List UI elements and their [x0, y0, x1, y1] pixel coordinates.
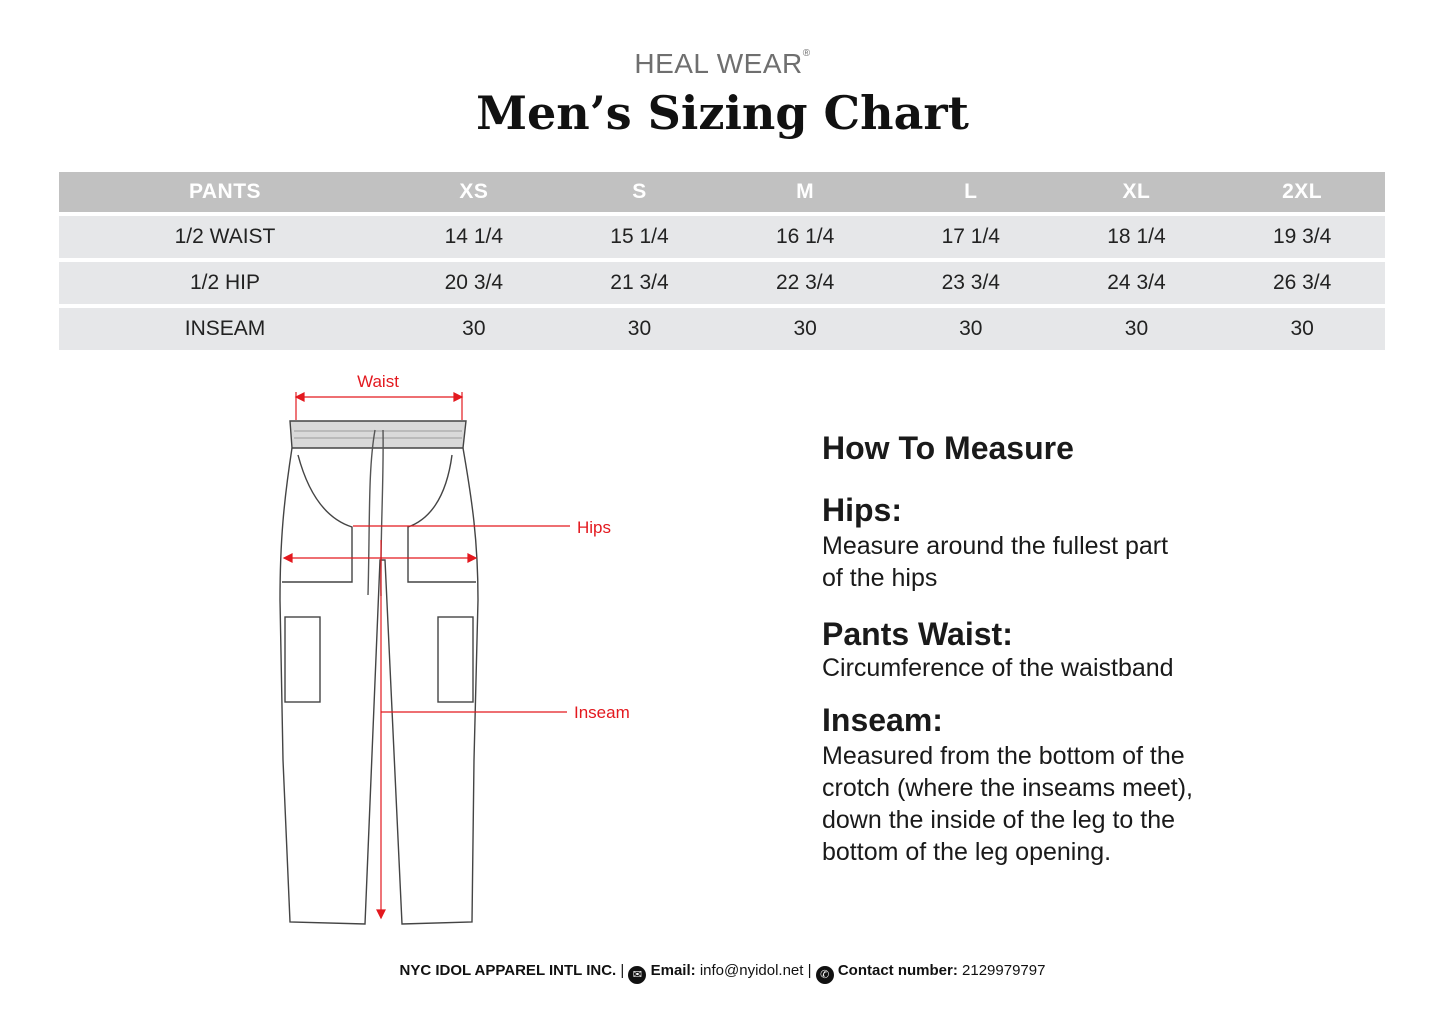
- description-line: Circumference of the waistband: [822, 654, 1174, 682]
- row-label: 1/2 HIP: [59, 262, 391, 304]
- pants-waist-title: Pants Waist:: [822, 616, 1013, 652]
- contact-number[interactable]: 2129979797: [962, 962, 1046, 979]
- description-line: bottom of the leg opening.: [822, 838, 1112, 866]
- header-cell: PANTS: [59, 172, 391, 212]
- table-cell: 19 3/4: [1219, 216, 1385, 258]
- table-cell: 17 1/4: [888, 216, 1054, 258]
- table-header-row: [59, 172, 1385, 212]
- row-label: INSEAM: [59, 308, 391, 350]
- waist-label: Waist: [357, 372, 399, 391]
- email-address[interactable]: info@nyidol.net: [699, 962, 804, 979]
- table-cell: 16 1/4: [722, 216, 888, 258]
- how-to-measure-heading: How To Measure: [822, 430, 1074, 466]
- table-row: [59, 308, 1385, 350]
- company-name: NYC IDOL APPAREL INTL INC.: [399, 962, 617, 979]
- inseam-description: [822, 740, 1262, 868]
- brand-logo: [0, 48, 1445, 80]
- right-cargo-pocket: [438, 617, 473, 702]
- table-cell: 15 1/4: [557, 216, 723, 258]
- hips-label: Hips: [577, 518, 612, 537]
- description-line: Measure around the fullest part: [822, 532, 1169, 560]
- header-cell: 2XL: [1219, 172, 1385, 212]
- table-row: [59, 216, 1385, 258]
- page-title: Men’s Sizing Chart: [476, 86, 969, 140]
- brand-name: HEAL WEAR: [634, 48, 803, 79]
- table-cell: 30: [888, 308, 1054, 350]
- table-cell: 30: [391, 308, 557, 350]
- row-label: 1/2 WAIST: [59, 216, 391, 258]
- waistband: [290, 421, 466, 448]
- registered-mark: ®: [802, 48, 811, 59]
- email-icon: ✉: [628, 966, 646, 984]
- hips-title: Hips:: [822, 492, 902, 528]
- table-cell: 30: [722, 308, 888, 350]
- table-cell: 30: [1054, 308, 1220, 350]
- table-cell: 14 1/4: [391, 216, 557, 258]
- table-cell: 23 3/4: [888, 262, 1054, 304]
- header-cell: M: [722, 172, 888, 212]
- hips-description: [822, 530, 1262, 594]
- header-cell: XS: [391, 172, 557, 212]
- description-line: of the hips: [822, 564, 938, 592]
- pants-outline: [280, 448, 478, 924]
- table-row: [59, 262, 1385, 304]
- inseam-title: Inseam:: [822, 702, 943, 738]
- phone-icon: ✆: [816, 966, 834, 984]
- size-table: [59, 168, 1385, 354]
- header-cell: L: [888, 172, 1054, 212]
- inseam-label: Inseam: [574, 703, 630, 722]
- right-pocket: [408, 455, 476, 582]
- table-cell: 30: [1219, 308, 1385, 350]
- description-line: Measured from the bottom of the: [822, 742, 1185, 770]
- table-cell: 26 3/4: [1219, 262, 1385, 304]
- waist-description: [822, 652, 1262, 684]
- left-cargo-pocket: [285, 617, 320, 702]
- footer: NYC IDOL APPAREL INTL INC. | ✉ Email: info@nyidol.net | ✆ Contact number: 2129979797: [0, 962, 1445, 984]
- table-cell: 30: [557, 308, 723, 350]
- pants-diagram: [250, 360, 670, 940]
- contact-label: Contact number:: [837, 962, 958, 979]
- table-cell: 24 3/4: [1054, 262, 1220, 304]
- description-line: crotch (where the inseams meet),: [822, 774, 1193, 802]
- email-label: Email:: [650, 962, 696, 979]
- description-line: down the inside of the leg to the: [822, 806, 1176, 834]
- table-cell: 22 3/4: [722, 262, 888, 304]
- header-cell: S: [557, 172, 723, 212]
- table-cell: 21 3/4: [557, 262, 723, 304]
- table-cell: 20 3/4: [391, 262, 557, 304]
- header-cell: XL: [1054, 172, 1220, 212]
- table-cell: 18 1/4: [1054, 216, 1220, 258]
- left-pocket: [282, 455, 352, 582]
